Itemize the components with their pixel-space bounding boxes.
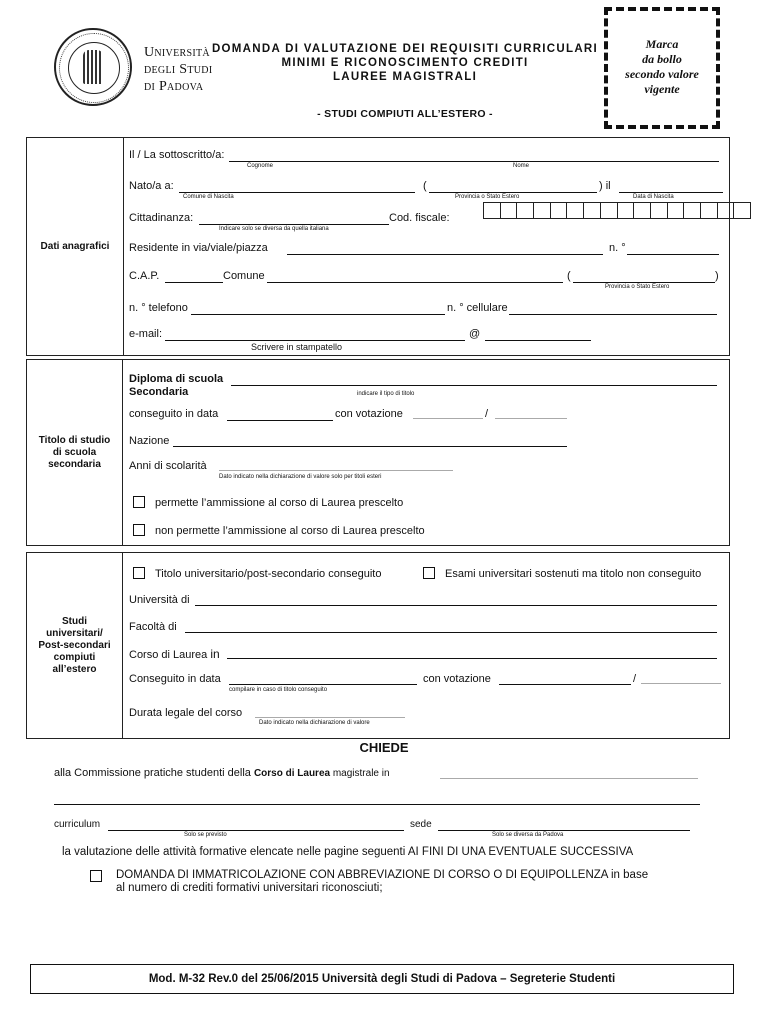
indirizzo-field[interactable] (287, 254, 603, 255)
universita-label: Università di (129, 594, 190, 606)
residente-label: Residente in via/viale/piazza (129, 242, 268, 254)
votazione-label: con votazione (335, 408, 403, 420)
provincia-hint-2: Provincia o Stato Estero (605, 284, 670, 290)
votazione-field[interactable] (499, 684, 631, 685)
cellulare-label: n. ° cellulare (447, 302, 508, 314)
paren-close: ) (715, 270, 719, 282)
laurea-magistrale-field-2[interactable] (54, 804, 700, 805)
anni-scolarita-field[interactable] (219, 470, 453, 471)
codice-fiscale-boxes[interactable] (483, 202, 751, 219)
paren-il: ) il (599, 180, 611, 192)
nazione-field[interactable] (173, 446, 567, 447)
paren-open-2: ( (567, 270, 571, 282)
diploma-field[interactable] (231, 385, 717, 386)
data-nascita-field[interactable] (619, 192, 723, 193)
immatricolazione-checkbox[interactable] (90, 870, 102, 882)
conseguito-label: conseguito in data (129, 408, 219, 420)
stampatello-hint: Scrivere in stampatello (251, 342, 343, 352)
corso-laurea-field[interactable] (227, 658, 717, 659)
email-label: e-mail: (129, 328, 163, 340)
titolo-conseguito-checkbox[interactable] (133, 567, 145, 579)
section-label: Titolo di studio di scuola secondaria (27, 360, 123, 545)
esami-sostenuti-label: Esami universitari sostenuti ma titolo non conseguito (445, 568, 702, 580)
form-title: DOMANDA DI VALUTAZIONE DEI REQUISITI CURRICULARI MINIMI E RICONOSCIMENTO CREDITI LAUREE MAGISTRALI (211, 43, 599, 83)
curriculum-label: curriculum (54, 819, 101, 830)
votazione-slash: / (633, 673, 637, 685)
non-permette-checkbox[interactable] (133, 524, 145, 536)
university-seal (54, 28, 132, 106)
provincia-nascita-field[interactable] (429, 192, 597, 193)
nome-hint: Nome (513, 163, 530, 169)
votazione-max-field[interactable] (495, 418, 567, 419)
cognome-hint: Cognome (247, 163, 274, 169)
cap-label: C.A.P. (129, 270, 160, 282)
nome-cognome-field[interactable] (229, 161, 719, 162)
section-label: Studi universitari/ Post-secondari compiuti all’estero (27, 553, 123, 738)
section-label: Dati anagrafici (27, 138, 124, 355)
cittadinanza-label: Cittadinanza: (129, 212, 194, 224)
corso-laurea-label: Corso di Laurea in (129, 647, 220, 661)
cod-fiscale-label: Cod. fiscale: (389, 212, 450, 224)
sottoscritto-label: Il / La sottoscritto/a: (129, 149, 225, 161)
data-titolo-field[interactable] (229, 684, 417, 685)
email-user-field[interactable] (165, 340, 465, 341)
telefono-field[interactable] (191, 314, 445, 315)
facolta-label: Facoltà di (129, 621, 177, 633)
votazione-slash: / (485, 408, 489, 420)
durata-hint: Dato indicato nella dichiarazione di valore (259, 720, 370, 726)
data-conseguimento-field[interactable] (227, 420, 333, 421)
provincia-field[interactable] (573, 282, 715, 283)
curriculum-field[interactable] (108, 830, 404, 831)
paren-open: ( (423, 180, 427, 192)
compilare-hint: compilare in caso di titolo conseguito (229, 687, 328, 693)
numero-civico-label: n. ° (609, 242, 626, 254)
section-studi-universitari (26, 552, 730, 739)
diploma-label: Diploma di scuola Secondaria (129, 373, 224, 398)
sede-label: sede (410, 819, 432, 830)
sede-field[interactable] (438, 830, 690, 831)
revenue-stamp-box: Marca da bollo secondo valore vigente (604, 7, 720, 129)
titolo-conseguito-label: Titolo universitario/post-secondario conseguito (155, 568, 382, 580)
cap-field[interactable] (165, 282, 223, 283)
immatricolazione-text: DOMANDA DI IMMATRICOLAZIONE CON ABBREVIAZIONE DI CORSO O DI EQUIPOLLENZA in base al numero di crediti formativi universitari riconosciuti; (116, 869, 649, 894)
comune-label: Comune (223, 270, 265, 282)
permette-checkbox[interactable] (133, 496, 145, 508)
sede-hint: Solo se diversa da Padova (492, 832, 564, 838)
form-footer: Mod. M-32 Rev.0 del 25/06/2015 Università degli Studi di Padova – Segreterie Studenti (30, 964, 734, 994)
section-titolo-secondaria (26, 359, 730, 546)
form-subtitle: - STUDI COMPIUTI ALL’ESTERO - (317, 108, 493, 120)
anni-scolarita-label: Anni di scolarità (129, 460, 207, 472)
durata-field[interactable] (255, 717, 405, 718)
cittadinanza-field[interactable] (199, 224, 389, 225)
anni-scolarita-hint: Dato indicato nella dichiarazione di valore solo per titoli esteri (219, 474, 382, 480)
section-dati-anagrafici (26, 137, 730, 356)
conseguito-data-label: Conseguito in data (129, 673, 221, 685)
chiede-heading: CHIEDE (359, 740, 409, 755)
durata-label: Durata legale del corso (129, 707, 243, 719)
votazione-max-field[interactable] (641, 683, 721, 684)
university-name: Università degli Studi di Padova (144, 45, 213, 94)
universita-field[interactable] (195, 605, 717, 606)
cittadinanza-hint: Indicare solo se diversa da quella italiana (219, 226, 329, 232)
esami-sostenuti-checkbox[interactable] (423, 567, 435, 579)
at-sign: @ (469, 328, 481, 340)
facolta-field[interactable] (185, 632, 717, 633)
telefono-label: n. ° telefono (129, 302, 188, 314)
non-permette-label: non permette l’ammissione al corso di Laurea prescelto (155, 525, 425, 537)
comune-field[interactable] (267, 282, 563, 283)
numero-civico-field[interactable] (627, 254, 719, 255)
votazione-field[interactable] (413, 418, 483, 419)
votazione-label: con votazione (423, 673, 491, 685)
commissione-text: alla Commissione pratiche studenti della Corso di Laurea magistrale in (54, 767, 390, 779)
laurea-magistrale-field[interactable] (440, 778, 698, 779)
data-nascita-hint: Data di Nascita (633, 194, 674, 200)
valutazione-text: la valutazione delle attività formative elencate nelle pagine seguenti AI FINI DI UNA EVENTUALE SUCCESSIVA (62, 846, 634, 858)
comune-nascita-field[interactable] (179, 192, 415, 193)
comune-nascita-hint: Comune di Nascita (183, 194, 234, 200)
nazione-label: Nazione (129, 435, 170, 447)
email-domain-field[interactable] (485, 340, 591, 341)
curriculum-hint: Solo se previsto (184, 832, 227, 838)
cellulare-field[interactable] (509, 314, 717, 315)
provincia-hint: Provincia o Stato Estero (455, 194, 520, 200)
tipo-titolo-hint: indicare il tipo di titolo (357, 391, 415, 397)
nato-label: Nato/a a: (129, 180, 174, 192)
permette-label: permette l’ammissione al corso di Laurea prescelto (155, 497, 404, 509)
